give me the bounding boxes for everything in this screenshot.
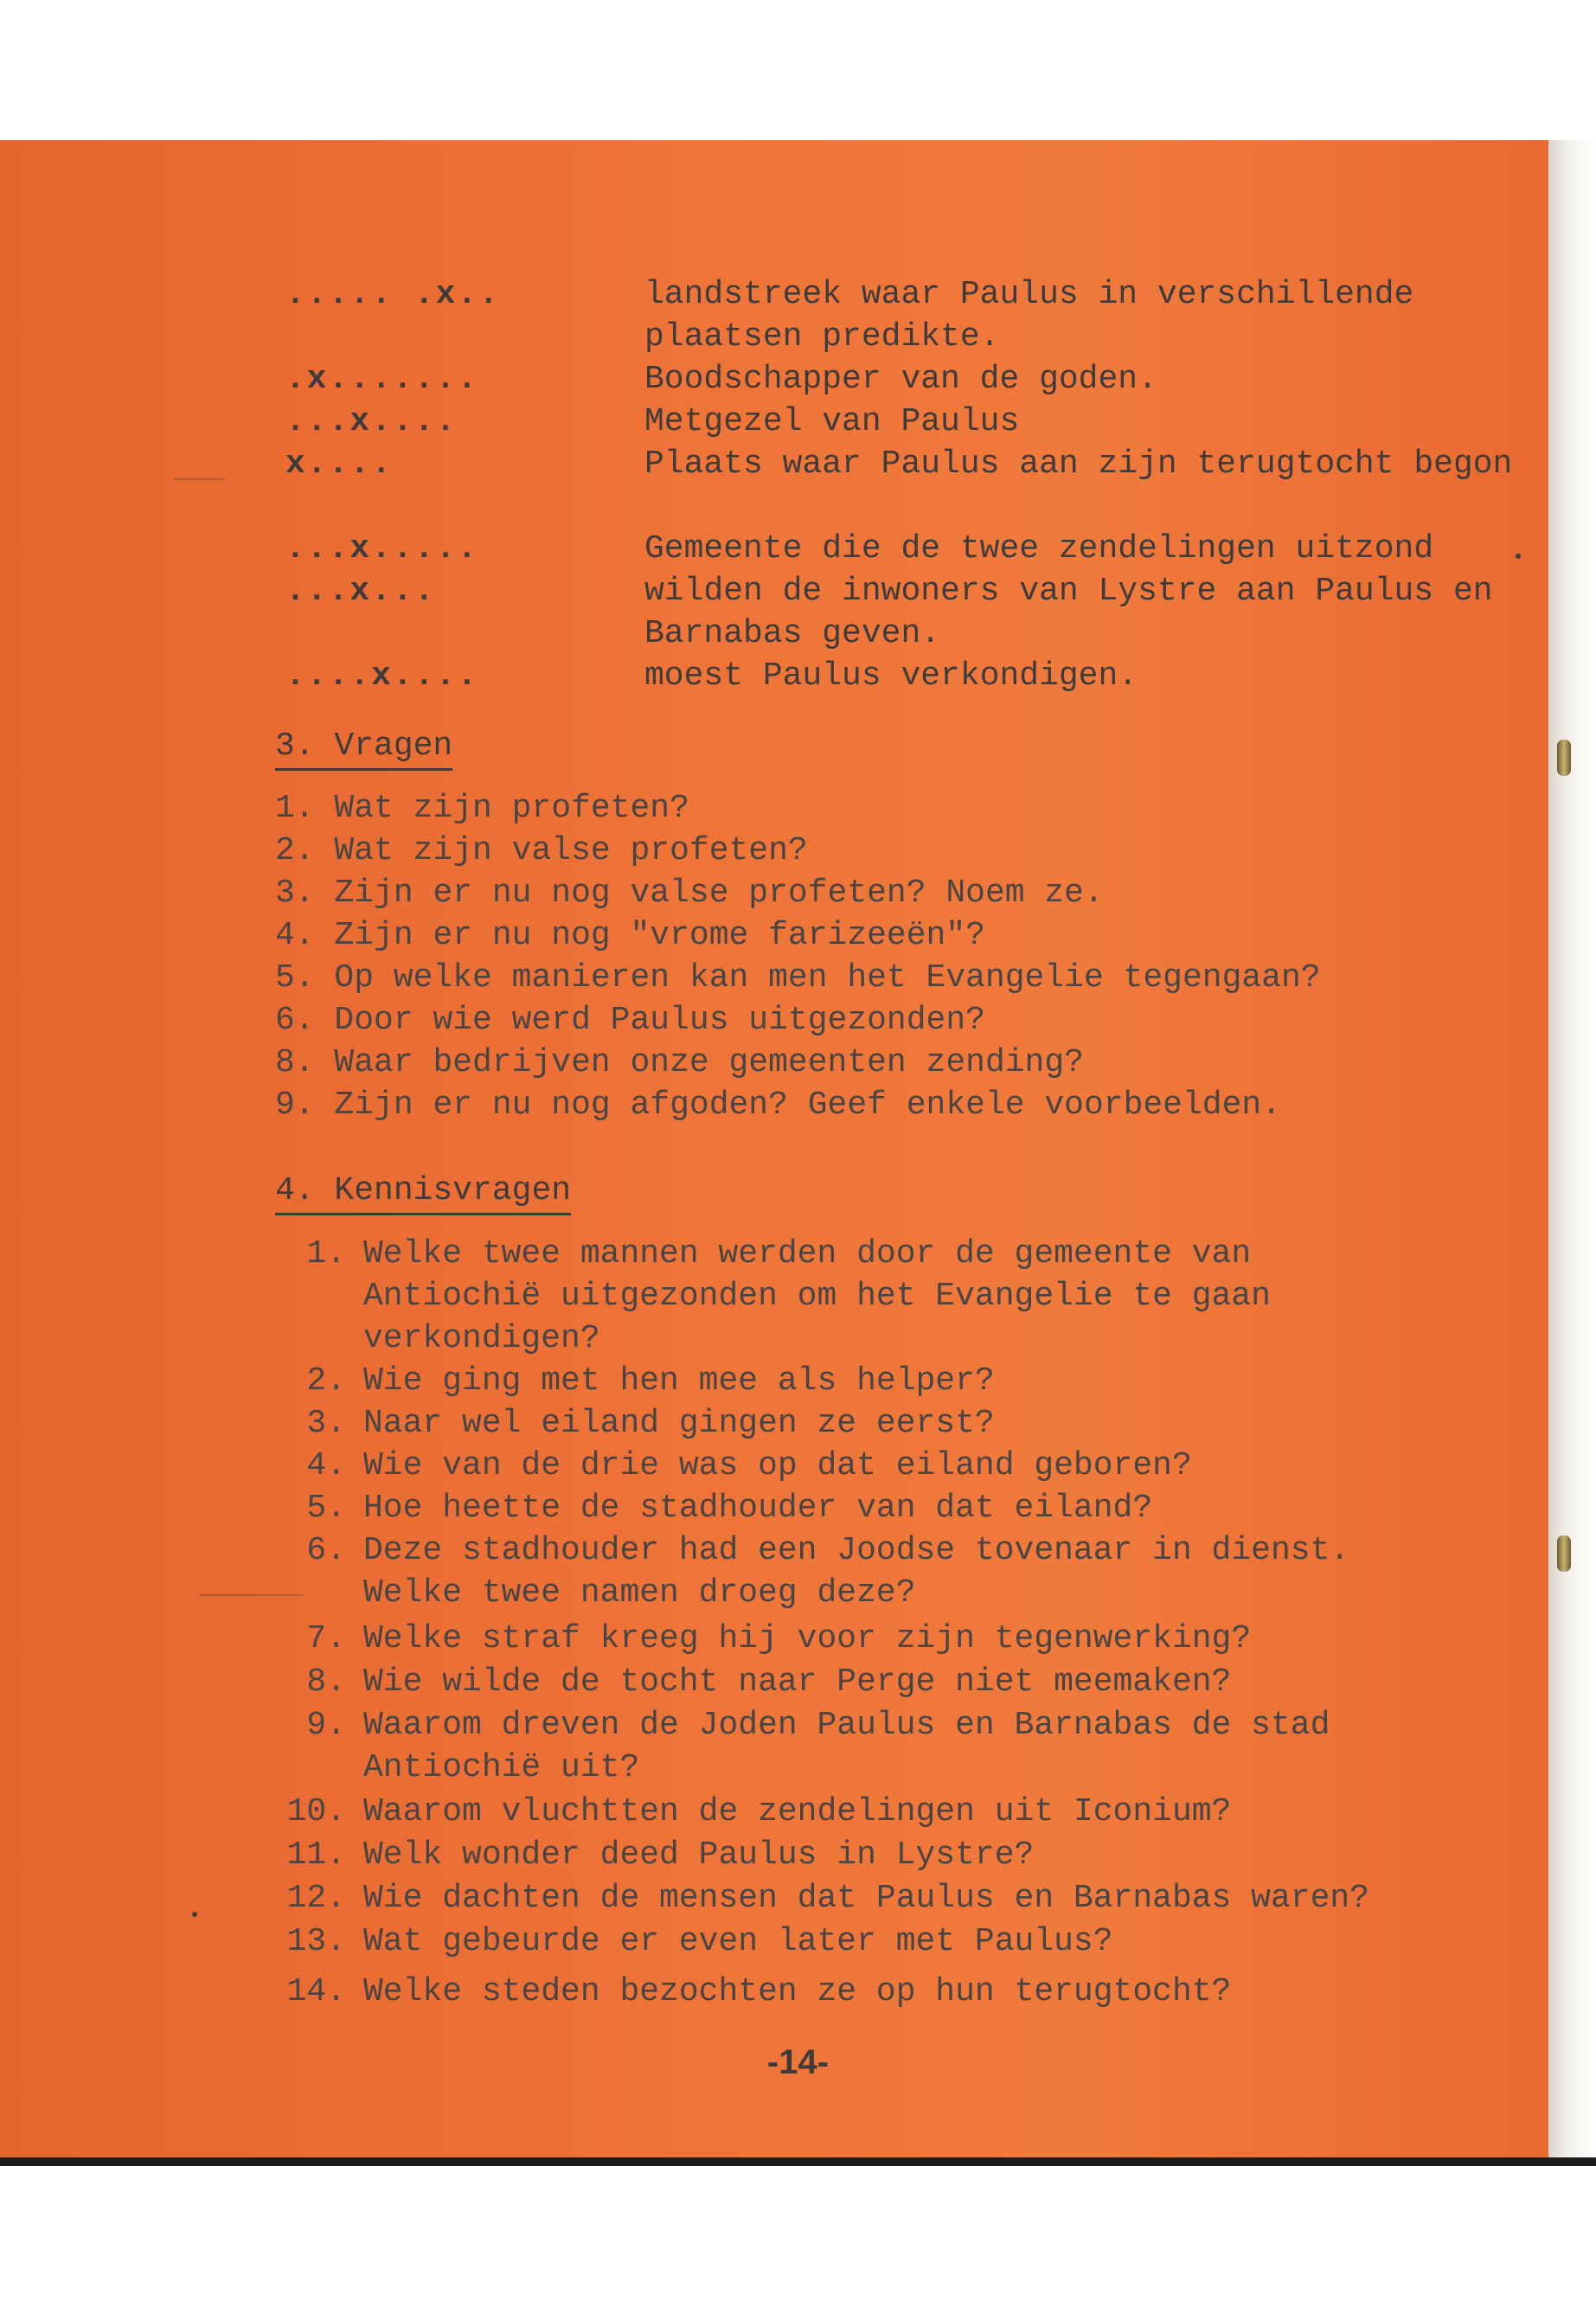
- list-item: [260, 1618, 1401, 1660]
- question-text: Wat gebeurde er even later met Paulus?: [363, 1923, 1113, 1960]
- list-item: [260, 1920, 1401, 1963]
- question-number: 3.: [275, 875, 315, 912]
- question-text: Welk wonder deed Paulus in Lystre?: [363, 1836, 1035, 1874]
- list-item: [275, 787, 689, 830]
- crossword-clue: Boodschapper van de goden.: [644, 361, 1157, 398]
- list-item: [260, 1877, 1401, 1920]
- crossword-key: ...x...: [285, 573, 436, 610]
- question-number: 6.: [275, 1002, 315, 1039]
- question-number: 8.: [275, 1044, 315, 1081]
- question-text: Zijn er nu nog afgoden? Geef enkele voorbeelden.: [334, 1086, 1281, 1124]
- page-edge: [1548, 140, 1596, 2157]
- crossword-key: ...x....: [285, 403, 458, 440]
- crossword-key: x....: [285, 445, 394, 483]
- list-item: [260, 1971, 1401, 2013]
- question-number: 6.: [306, 1532, 346, 1569]
- question-number: 2.: [275, 832, 315, 869]
- list-item: [260, 1402, 1401, 1445]
- question-number: 7.: [306, 1620, 346, 1657]
- question-number: 12.: [286, 1880, 346, 1917]
- question-number: 2.: [306, 1362, 346, 1400]
- question-text: Waarom vluchtten de zendelingen uit Iconium?: [363, 1793, 1232, 1830]
- question-text: Zijn er nu nog valse profeten? Noem ze.: [334, 875, 1104, 912]
- question-number: 5.: [306, 1490, 346, 1527]
- question-number: 11.: [286, 1836, 346, 1874]
- crossword-clue: wilden de inwoners van Lystre aan Paulus en Barnabas geven.: [644, 573, 1493, 652]
- list-item: [275, 999, 985, 1042]
- question-text: Waarom dreven de Joden Paulus en Barnabas de stad Antiochië uit?: [363, 1707, 1330, 1786]
- crossword-key: .x.......: [285, 361, 479, 398]
- question-number: 5.: [275, 959, 315, 997]
- page-number: -14-: [766, 2043, 830, 2081]
- section-heading-kennisvragen: 4. Kennisvragen: [275, 1170, 571, 1215]
- question-text: Wie wilde de tocht naar Perge niet meemaken?: [363, 1663, 1232, 1701]
- list-item: [260, 1661, 1401, 1703]
- list-item: [260, 1445, 1401, 1487]
- list-item: [275, 1084, 1281, 1126]
- question-number: 14.: [286, 1973, 346, 2010]
- question-text: Zijn er nu nog "vrome farizeeën"?: [334, 917, 985, 954]
- question-number: 8.: [306, 1663, 346, 1701]
- crossword-clue: Metgezel van Paulus: [644, 403, 1020, 440]
- question-text: Wie dachten de mensen dat Paulus en Barnabas waren?: [363, 1880, 1369, 1917]
- list-item: [275, 872, 1104, 914]
- list-item: [260, 1704, 1401, 1789]
- question-text: Deze stadhouder had een Joodse tovenaar in dienst. Welke twee namen droeg deze?: [363, 1532, 1350, 1612]
- crossword-clue: moest Paulus verkondigen.: [644, 657, 1138, 695]
- crossword-clue: landstreek waar Paulus in verschillende plaatsen predikte.: [644, 276, 1414, 356]
- list-item: [260, 1834, 1401, 1876]
- stray-mark: [199, 1594, 303, 1596]
- question-text: Waar bedrijven onze gemeenten zending?: [334, 1044, 1084, 1081]
- crossword-clue: Gemeente die de twee zendelingen uitzond: [644, 530, 1434, 567]
- question-number: 13.: [286, 1923, 346, 1960]
- page-bottom-edge: [0, 2157, 1596, 2166]
- list-item: [275, 1042, 1084, 1084]
- question-text: Welke straf kreeg hij voor zijn tegenwerking?: [363, 1620, 1252, 1657]
- crossword-key: ..... .x..: [285, 276, 501, 313]
- question-number: 3.: [306, 1405, 346, 1442]
- list-item: [275, 830, 808, 872]
- list-item: [260, 1360, 1401, 1402]
- staple-top: [1557, 740, 1571, 776]
- question-text: Door wie werd Paulus uitgezonden?: [334, 1002, 985, 1039]
- question-number: 4.: [306, 1447, 346, 1484]
- question-text: Op welke manieren kan men het Evangelie tegengaan?: [334, 959, 1321, 997]
- list-item: [260, 1233, 1401, 1360]
- question-text: Wat zijn valse profeten?: [334, 832, 808, 869]
- question-text: Wat zijn profeten?: [334, 790, 689, 827]
- crossword-key: ...x.....: [285, 530, 479, 567]
- section-heading-vragen: 3. Vragen: [275, 725, 452, 771]
- question-number: 9.: [306, 1707, 346, 1744]
- question-text: Welke twee mannen werden door de gemeente van Antiochië uitgezonden om het Evangelie te gaan verkondigen?: [363, 1235, 1271, 1357]
- stray-mark: [173, 478, 225, 480]
- question-number: 4.: [275, 917, 315, 954]
- list-item: [260, 1791, 1401, 1833]
- question-number: 1.: [275, 790, 315, 827]
- question-text: Hoe heette de stadhouder van dat eiland?: [363, 1490, 1153, 1527]
- question-text: Wie van de drie was op dat eiland geboren?: [363, 1447, 1192, 1484]
- staple-bottom: [1557, 1535, 1571, 1572]
- list-item: [260, 1529, 1401, 1614]
- list-item: [275, 957, 1321, 999]
- stray-dot: [192, 1912, 197, 1917]
- question-number: 10.: [286, 1793, 346, 1830]
- list-item: [260, 1487, 1401, 1529]
- list-item: [275, 914, 985, 957]
- question-text: Wie ging met hen mee als helper?: [363, 1362, 995, 1400]
- question-text: Welke steden bezochten ze op hun terugtocht?: [363, 1973, 1232, 2010]
- stray-dot: [1516, 554, 1521, 559]
- crossword-key: ....x....: [285, 657, 479, 695]
- crossword-clue: Plaats waar Paulus aan zijn terugtocht begon: [644, 445, 1513, 483]
- question-text: Naar wel eiland gingen ze eerst?: [363, 1405, 995, 1442]
- question-number: 1.: [306, 1235, 346, 1272]
- question-number: 9.: [275, 1086, 315, 1124]
